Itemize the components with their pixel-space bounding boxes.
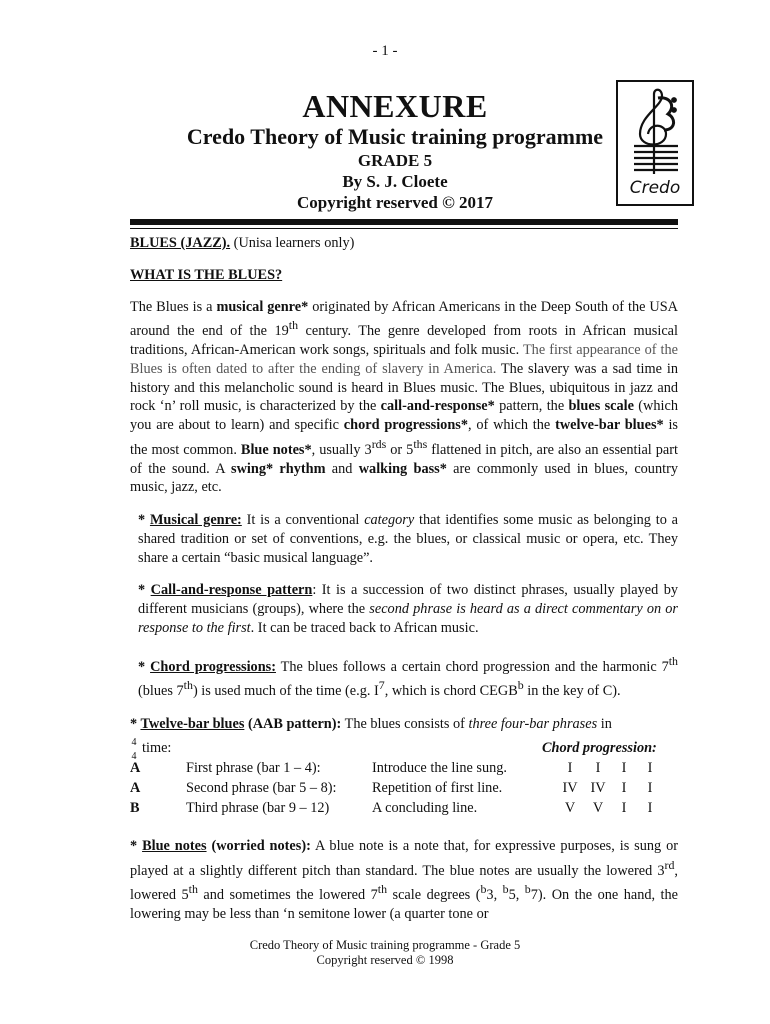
definition-label: Call-and-response pattern [150, 582, 313, 599]
definition-label-suffix: (worried notes): [206, 837, 311, 854]
intro-text: pattern, the [494, 398, 569, 415]
chord-cell: I [567, 759, 573, 776]
superscript: th [668, 653, 678, 668]
chord-cell: IV [562, 779, 578, 796]
intro-text: , usually 3 [311, 441, 372, 458]
copyright-label: Copyright reserved © 2017 [296, 193, 494, 212]
blues-heading-note: (Unisa learners only) [230, 235, 355, 251]
definition-italic: second phrase is heard as a direct commentary on or response to the first [138, 601, 678, 637]
chord-cell: I [595, 759, 601, 776]
definition-text: The blues consists of [341, 716, 469, 732]
term-chord-progressions: chord progressions* [343, 417, 468, 434]
time-signature-row [130, 736, 678, 762]
superscript: 7 [378, 678, 385, 693]
term-call-and-response: call-and-response* [380, 398, 495, 415]
table-row [130, 778, 678, 798]
chord-progression-heading: Chord progression: [542, 739, 657, 756]
superscript: th [377, 882, 388, 897]
intro-text: and [325, 460, 359, 477]
definition-label: Musical genre: [149, 512, 242, 529]
superscript: b [502, 882, 509, 897]
blue-notes-definition [130, 837, 678, 924]
asterisk: * [138, 582, 151, 599]
definition-text: . It can be traced back to African music. [250, 620, 479, 637]
header-rule-thin [130, 228, 678, 229]
chord-cell: I [647, 759, 653, 776]
intro-text: , of which the [468, 417, 556, 434]
term-walking-bass: walking bass* [358, 460, 447, 477]
definition-label: Twelve-bar blues [140, 716, 245, 732]
twelve-bar-definition [130, 715, 678, 734]
intro-text: is the most common. [130, 417, 678, 458]
phrase-label: Second phrase (bar 5 – 8): [186, 779, 337, 796]
superscript: b [480, 882, 487, 897]
phrase-letter: A [130, 779, 141, 796]
intro-text: The Blues is a [130, 298, 217, 315]
chord-cell: I [621, 779, 627, 796]
definition-label-suffix: (AAB pattern): [244, 716, 342, 732]
page-title: ANNEXURE [302, 88, 488, 124]
asterisk: * [130, 716, 141, 732]
footer-line: Copyright reserved © 1998 [316, 953, 454, 967]
asterisk: * [130, 837, 143, 854]
footer-line: Credo Theory of Music training programme - Grade 5 [249, 938, 521, 952]
music-clef-icon [618, 84, 692, 180]
superscript: b [524, 882, 531, 897]
table-row [130, 758, 678, 778]
genre-definition [130, 511, 678, 567]
header-rule [130, 219, 678, 225]
phrase-description: Repetition of first line. [372, 779, 503, 796]
phrase-table [130, 758, 678, 818]
intro-text: flattened in pitch, are also an essential part of the sound. A [130, 441, 678, 477]
definition-text: (blues 7 [138, 683, 184, 700]
page-subtitle: Credo Theory of Music training programme [186, 124, 604, 149]
asterisk: * [138, 658, 151, 675]
phrase-label: First phrase (bar 1 – 4): [186, 759, 321, 776]
definition-label: Blue notes [142, 837, 207, 854]
definition-text: 3, [486, 886, 503, 903]
term-blue-notes: Blue notes* [240, 441, 312, 458]
definition-text: and sometimes the lowered 7 [197, 886, 378, 903]
intro-text: (which you are about to learn) and specific [130, 398, 678, 434]
definition-text: 5, [508, 886, 525, 903]
phrase-description: Introduce the line sung. [372, 759, 507, 776]
blues-heading-label: BLUES (JAZZ). [130, 235, 231, 251]
chord-cell: I [647, 779, 653, 796]
page-body [130, 234, 678, 924]
definition-text: : It is a succession of two distinct phrases, usually played by different musicians (groups), where the [138, 582, 678, 618]
superscript: rd [664, 857, 675, 872]
term-swing-rhythm: swing* rhythm [231, 460, 326, 477]
intro-text: century. The genre developed from roots in African musical traditions, African-American work songs, spirituals and folk music. [130, 323, 678, 358]
superscript: b [517, 678, 524, 693]
definition-text: ) is used much of the time (e.g. I [192, 683, 379, 700]
definition-text: The blues follows a certain chord progression and the harmonic 7 [275, 658, 669, 675]
document-header [100, 88, 690, 213]
superscript: ths [413, 436, 428, 451]
chord-cell: I [621, 799, 627, 816]
intro-paragraph [130, 298, 678, 498]
definition-text: , lowered 5 [130, 862, 678, 903]
intro-text: are commonly used in blues, country music, jazz, etc. [130, 460, 678, 496]
phrase-label: Third phrase (bar 9 – 12) [186, 799, 330, 816]
intro-text: originated by African Americans in the Deep South of the USA around the end of the 19 [130, 298, 678, 340]
chord-definition [130, 652, 678, 701]
definition-label: Chord progressions: [150, 658, 276, 675]
chord-cell: V [564, 799, 576, 816]
time-signature-bottom: 4 [131, 750, 137, 762]
blues-heading [130, 234, 678, 253]
term-twelve-bar-blues: twelve-bar blues* [555, 417, 664, 434]
time-signature-top: 4 [131, 736, 137, 748]
definition-text: scale degrees ( [387, 886, 481, 903]
superscript: th [188, 882, 198, 897]
superscript: th [288, 318, 299, 333]
definition-text: in [597, 716, 612, 732]
time-label: time: [142, 739, 172, 756]
definition-text: that identifies some music as belonging to a shared tradition or set of conventions, e.g. the blues, or classical music or opera, etc. They share a certain “basic musical language”. [138, 512, 678, 566]
logo-text: Credo [629, 178, 681, 198]
grade-label: GRADE 5 [357, 151, 433, 170]
section-heading: WHAT IS THE BLUES? [130, 266, 283, 283]
credo-logo [616, 80, 694, 206]
superscript: th [183, 678, 193, 693]
definition-text: A blue note is a note that, for expressive purposes, is sung or played at a slightly different pitch than standard. The blue notes are usually the lowered 3 [130, 837, 678, 879]
definition-text: , which is chord CEGB [384, 683, 518, 700]
intro-gray-text: The first appearance of the Blues is often dated to after the ending of slavery in America. [130, 341, 678, 377]
author-label: By S. J. Cloete [342, 172, 448, 191]
definition-text: It is a conventional [241, 512, 365, 529]
phrase-letter: B [130, 799, 140, 816]
phrase-description: A concluding line. [372, 799, 478, 816]
chord-cell: I [621, 759, 627, 776]
table-row [130, 798, 678, 818]
definition-italic: category [364, 512, 415, 529]
term-blues-scale: blues scale [568, 398, 634, 415]
call-response-definition [130, 581, 678, 637]
superscript: rds [371, 436, 387, 451]
definition-italic: three four-bar phrases [468, 716, 598, 732]
chord-cell: I [647, 799, 653, 816]
definition-text: in the key of C). [523, 683, 621, 700]
intro-text: The slavery was a sad time in history and this melancholic sound is heard in Blues music. The Blues, ubiquitous in jazz and rock ‘n’ roll music, is characterized by the [130, 360, 678, 415]
page-footer [0, 938, 770, 968]
chord-cell: IV [590, 779, 606, 796]
page-number: - 1 - [372, 43, 398, 59]
term-musical-genre: musical genre* [216, 298, 309, 315]
intro-text: or 5 [386, 441, 414, 458]
asterisk: * [138, 512, 150, 529]
phrase-letter: A [130, 759, 141, 776]
chord-cell: V [592, 799, 604, 816]
definition-text: 7). On the one hand, the lowering may be less than ‘n semitone lower (a quarter tone or [130, 886, 679, 922]
